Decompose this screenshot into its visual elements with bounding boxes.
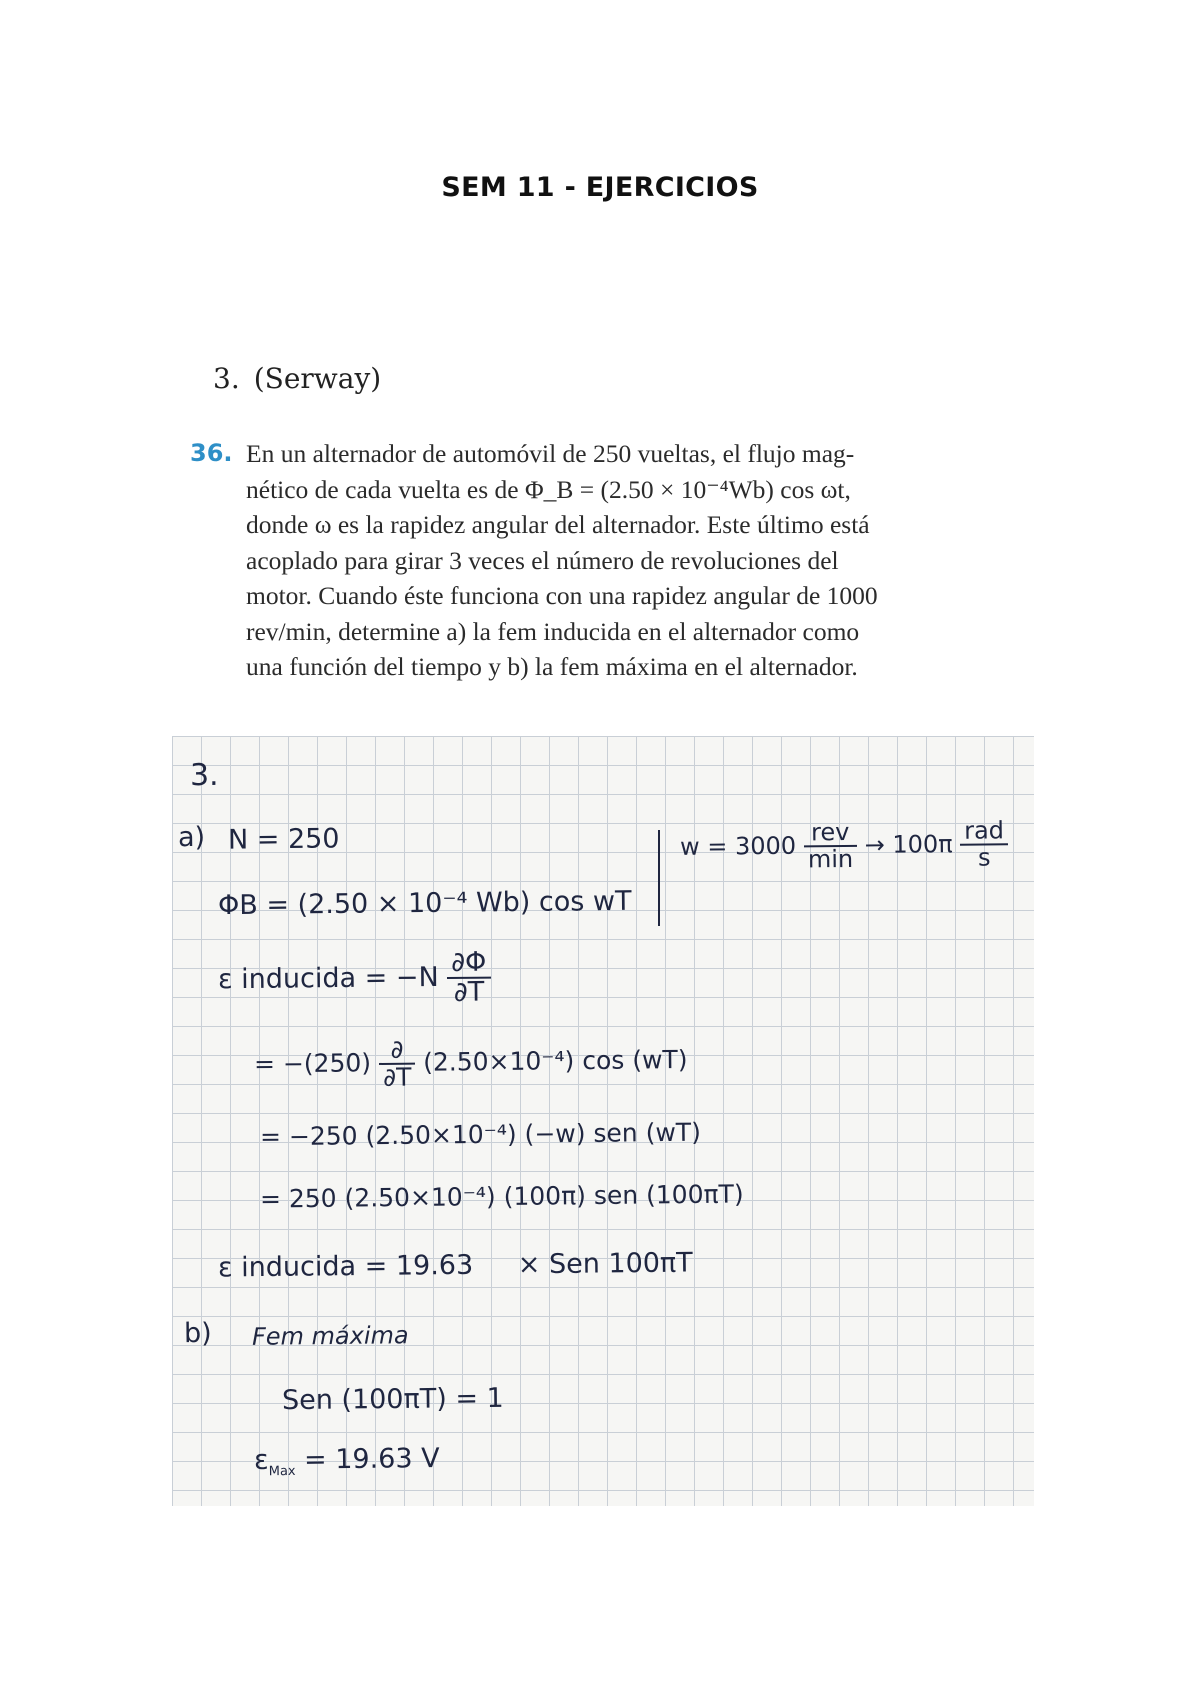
max-emf-value: = 19.63 V (303, 1443, 440, 1476)
derivative: $\frac{\partial\Phi}{\partial T}$ (447, 949, 491, 1008)
max-emf-label: ε (253, 1444, 269, 1476)
part-a-label: a) (177, 821, 206, 854)
omega-unit: $\frac{\text{rev}}{\min}$ (803, 820, 857, 873)
result-tail: × Sen 100πT (517, 1247, 693, 1281)
handwritten-solution-photo (172, 736, 1034, 1506)
result-label: ε inducida (217, 1251, 357, 1284)
step-1: = −(250) $\frac{\partial}{\partial T}$ (2.50×10⁻⁴) cos (wT) (253, 1034, 688, 1093)
emf-definition (217, 946, 491, 1011)
emf-result (218, 1248, 693, 1284)
angular-speed-conversion (680, 818, 1009, 874)
step-2: = −250 (2.50×10⁻⁴) (−w) sen (wT) (259, 1117, 702, 1152)
omega-lhs: w = 3000 (679, 831, 797, 861)
omega-rhs-unit: $\frac{\text{rad}}{s}$ (960, 818, 1008, 871)
max-emf (254, 1443, 440, 1479)
problem-line: nético de cada vuelta es de Φ_B = (2.50 × 10⁻⁴Wb) cos ωt, (246, 474, 851, 504)
problem-line: motor. Cuando éste funciona con una rapidez angular de 1000 (246, 581, 878, 610)
exercise-number: 3. (213, 362, 240, 395)
problem-line: En un alternador de automóvil de 250 vueltas, el flujo mag- (246, 439, 855, 468)
result-value: = 19.63 (364, 1249, 474, 1282)
step-3: = 250 (2.50×10⁻⁴) (100π) sen (100πT) (259, 1179, 744, 1214)
max-emf-subscript: Max (268, 1463, 296, 1480)
turns-line: N = 250 (227, 823, 340, 856)
step-1-derivative: $\frac{\partial}{\partial T}$ (379, 1037, 416, 1092)
solution-item-number: 3. (189, 757, 219, 794)
sine-max-line: Sen (100πT) = 1 (281, 1382, 504, 1417)
problem-line: donde ω es la rapidez angular del alternador. Este último está (246, 510, 870, 539)
omega-rhs: 100π (892, 830, 953, 859)
part-b-title: Fem máxima (251, 1321, 409, 1351)
part-b-label: b) (183, 1317, 212, 1350)
emf-equals: = −N (364, 961, 439, 994)
problem-line: acoplado para girar 3 veces el número de revoluciones del (246, 545, 839, 575)
column-separator (658, 830, 660, 926)
problem-line: una función del tiempo y b) la fem máxima en el alternador. (246, 652, 858, 681)
flux-line: ΦB = (2.50 × 10⁻⁴ Wb) cos wT (217, 885, 632, 922)
emf-label: ε inducida (217, 962, 357, 996)
problem-line: rev/min, determine a) la fem inducida en el alternador como (246, 616, 860, 646)
page-title: SEM 11 - EJERCICIOS (441, 172, 759, 203)
exercise-source: (Serway) (253, 362, 382, 395)
exercise-reference (213, 362, 381, 395)
arrow: → (864, 830, 885, 859)
problem-number: 36. (190, 439, 233, 467)
